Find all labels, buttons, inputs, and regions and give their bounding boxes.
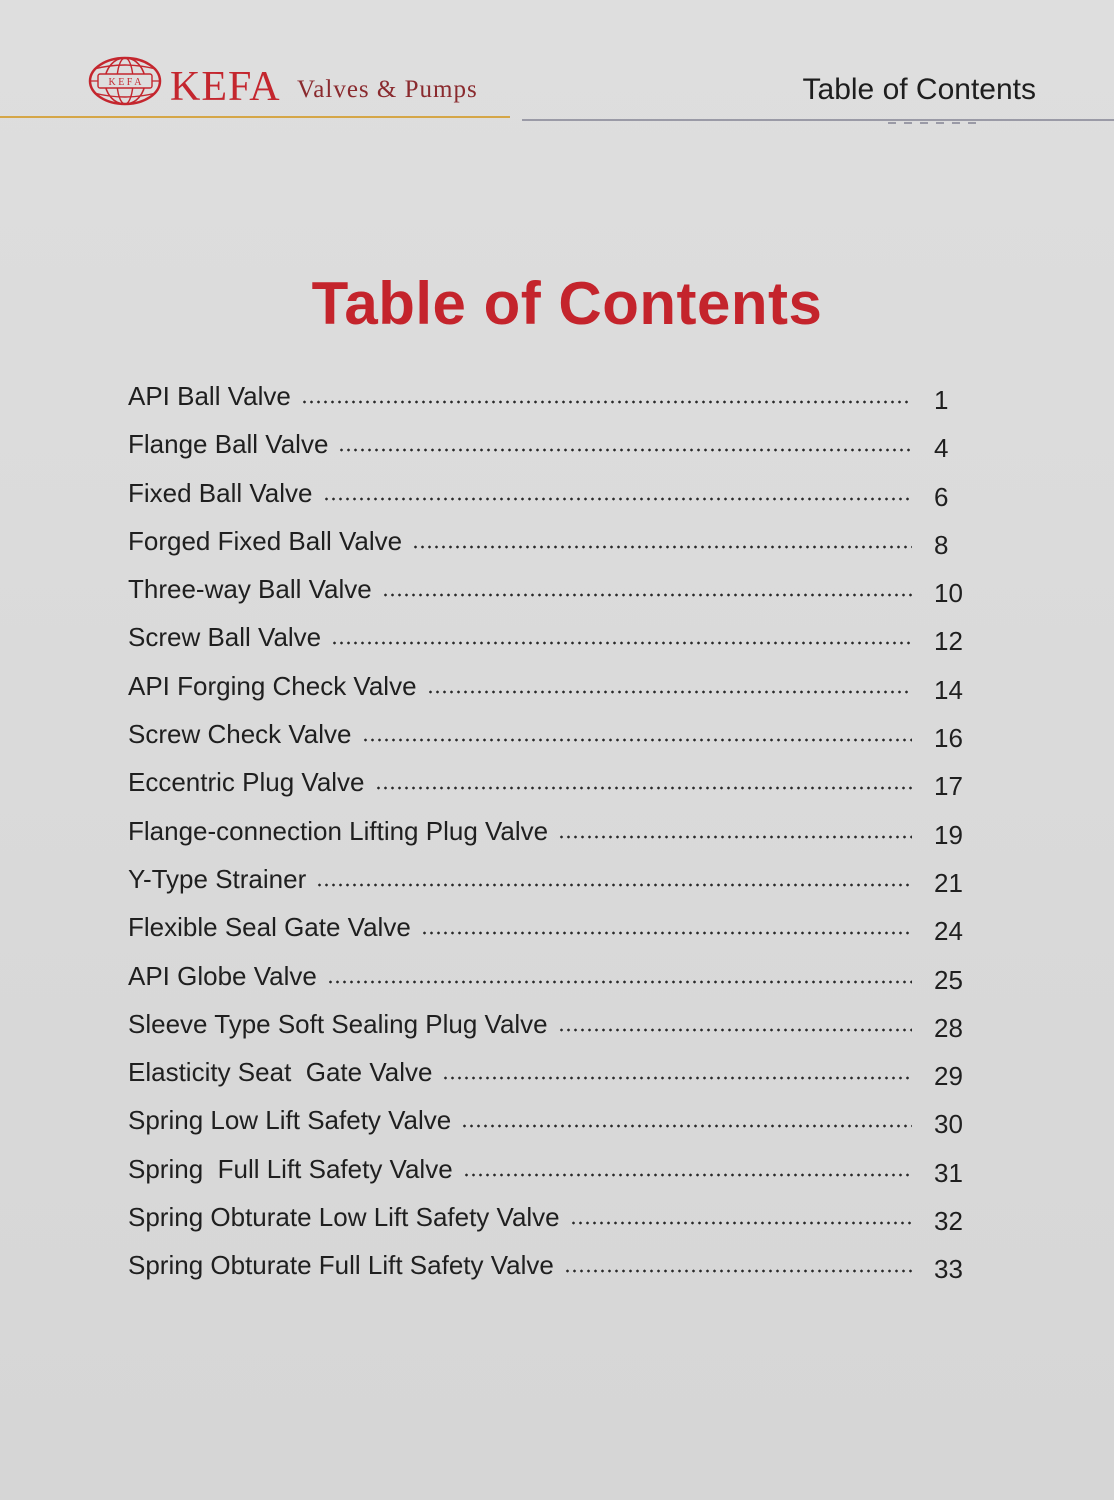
page-header	[0, 0, 1114, 130]
toc-dot-leader	[442, 1055, 912, 1081]
toc-entry-label: Sleeve Type Soft Sealing Plug Valve	[128, 1008, 548, 1039]
toc-entry-page: 16	[934, 723, 963, 754]
page-title: Table of Contents	[311, 270, 823, 338]
toc-entry-page: 17	[934, 771, 963, 802]
toc-entry-label: Three-way Ball Valve	[128, 574, 372, 605]
toc-entry-label: API Ball Valve	[128, 381, 291, 411]
toc-entry-label: API Globe Valve	[128, 960, 317, 991]
toc-entry-page: 12	[934, 626, 963, 657]
brand-tagline: Valves & Pumps	[297, 76, 478, 103]
toc-dot-leader	[570, 1200, 912, 1226]
toc-dot-leader	[301, 379, 912, 405]
toc-entry-label: Y-Type Strainer	[128, 863, 307, 894]
toc-entry-page: 32	[934, 1206, 963, 1237]
toc-entry-label: Spring Low Lift Safety Valve	[128, 1105, 452, 1136]
logo-text: K E F A	[108, 77, 142, 88]
toc-dot-leader	[362, 717, 913, 743]
toc-entry-label: Elasticity Seat Gate Valve	[128, 1057, 433, 1088]
toc-entry[interactable]	[128, 855, 978, 903]
toc-entry-label: API Forging Check Valve	[128, 670, 417, 701]
toc-entry[interactable]	[128, 903, 978, 951]
toc-entry[interactable]	[128, 952, 978, 1000]
toc-entry-label: Flexible Seal Gate Valve	[128, 912, 411, 943]
header-rule-dashes	[888, 122, 984, 124]
toc-entry[interactable]	[128, 372, 978, 420]
toc-entry[interactable]	[128, 1241, 978, 1289]
toc-dot-leader	[558, 814, 912, 840]
toc-entry[interactable]	[128, 662, 978, 710]
toc-entry[interactable]	[128, 1193, 978, 1241]
toc-entry-label: Eccentric Plug Valve	[128, 767, 365, 798]
toc-entry-page: 24	[934, 916, 963, 947]
header-section-title: Table of Contents	[802, 73, 1036, 106]
toc-entry[interactable]	[128, 1096, 978, 1144]
toc-entry[interactable]	[128, 807, 978, 855]
toc-entry[interactable]	[128, 710, 978, 758]
toc-dot-leader	[558, 1007, 912, 1033]
toc-entry-page: 31	[934, 1157, 963, 1188]
toc-entry-label: Forged Fixed Ball Valve	[128, 525, 403, 556]
header-rule-gold	[0, 116, 510, 118]
toc-entry-page: 1	[934, 385, 949, 415]
toc-dot-leader	[331, 620, 912, 646]
toc-dot-leader	[338, 427, 912, 453]
toc-entry[interactable]	[128, 517, 978, 565]
toc-dot-leader	[412, 524, 912, 550]
toc-entry-page: 28	[934, 1012, 963, 1043]
toc-dot-leader	[427, 669, 912, 695]
toc-entry-label: Screw Check Valve	[128, 719, 352, 750]
toc-entry[interactable]	[128, 1145, 978, 1193]
kefa-globe-logo-icon	[88, 56, 162, 106]
toc-entry-page: 14	[934, 674, 963, 705]
toc-entry-label: Spring Full Lift Safety Valve	[128, 1153, 453, 1184]
toc-entry-page: 19	[934, 819, 963, 850]
toc-entry[interactable]	[128, 469, 978, 517]
toc-entry-page: 4	[934, 433, 949, 464]
toc-entry[interactable]	[128, 565, 978, 613]
toc-entry-page: 21	[934, 867, 963, 898]
header-rule-gray	[522, 119, 1114, 121]
toc-entry-label: Spring Obturate Low Lift Safety Valve	[128, 1202, 560, 1233]
toc-entry-label: Fixed Ball Valve	[128, 477, 313, 508]
toc-dot-leader	[316, 862, 912, 888]
toc-dot-leader	[382, 572, 912, 598]
toc-entry[interactable]	[128, 420, 978, 468]
toc-entry-label: Spring Obturate Full Lift Safety Valve	[128, 1250, 554, 1281]
toc-entry-page: 8	[934, 529, 949, 560]
toc-dot-leader	[463, 1152, 912, 1178]
toc-entry-label: Flange-connection Lifting Plug Valve	[128, 815, 549, 846]
brand-name: KEFA	[170, 64, 281, 110]
toc-entry-page: 30	[934, 1109, 963, 1140]
toc-entry[interactable]	[128, 758, 978, 806]
toc-entry-page: 6	[934, 481, 949, 512]
toc-entry-page: 29	[934, 1061, 963, 1092]
toc-dot-leader	[564, 1248, 912, 1274]
table-of-contents	[128, 372, 978, 1290]
toc-entry-label: Screw Ball Valve	[128, 622, 322, 653]
toc-entry-page: 33	[934, 1254, 963, 1285]
toc-dot-leader	[327, 959, 912, 985]
toc-dot-leader	[461, 1103, 912, 1129]
toc-entry-label: Flange Ball Valve	[128, 429, 329, 460]
toc-dot-leader	[375, 765, 912, 791]
toc-entry[interactable]	[128, 1048, 978, 1096]
toc-entry-page: 10	[934, 578, 963, 609]
toc-entry-page: 25	[934, 964, 963, 995]
toc-entry[interactable]	[128, 1000, 978, 1048]
toc-dot-leader	[421, 910, 912, 936]
toc-entry[interactable]	[128, 613, 978, 661]
toc-dot-leader	[323, 476, 913, 502]
